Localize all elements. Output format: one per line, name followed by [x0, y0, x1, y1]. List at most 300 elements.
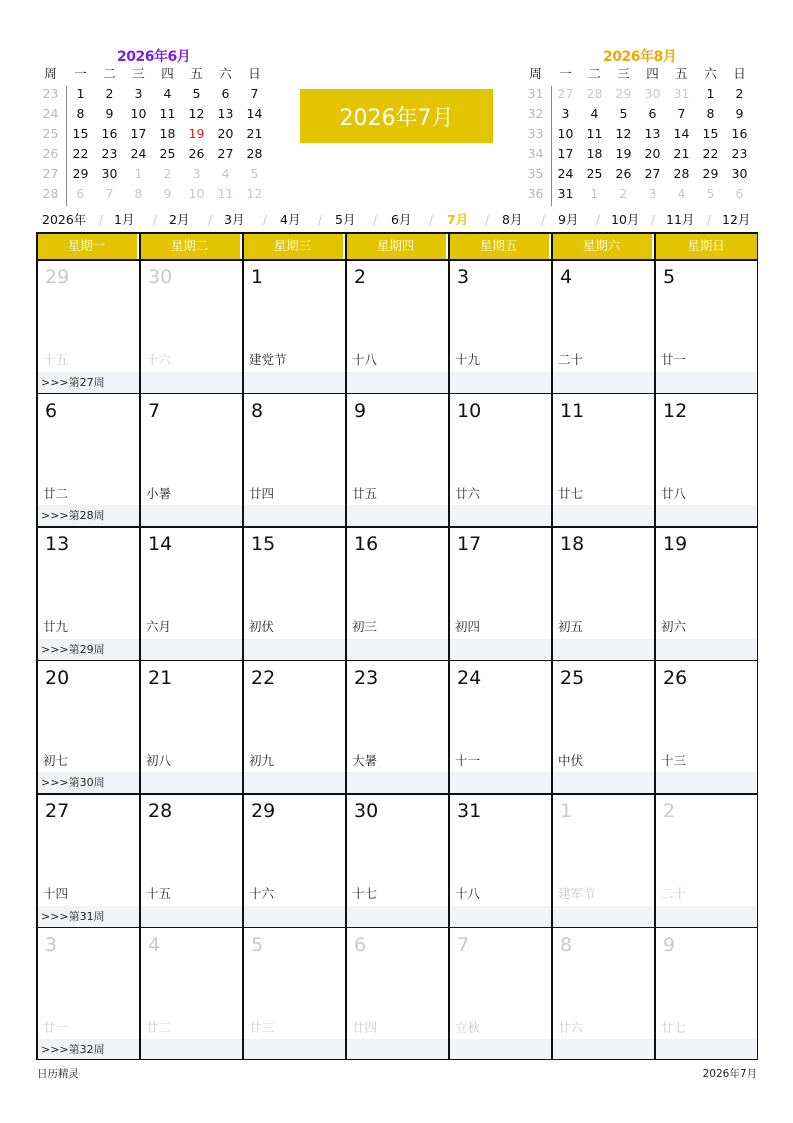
lunar-date: 廿一 — [661, 352, 687, 367]
day-cell[interactable] — [36, 927, 139, 1040]
month-nav-link-10[interactable]: 10月 — [611, 212, 640, 227]
month-nav-separator: / — [99, 213, 104, 227]
mini-day: 22 — [702, 146, 719, 161]
mini-day: 6 — [76, 186, 85, 201]
mini-week-number: 33 — [527, 126, 544, 141]
day-number: 25 — [560, 666, 585, 689]
mini-week-number: 25 — [42, 126, 59, 141]
lunar-date: 廿四 — [249, 485, 275, 501]
day-number: 14 — [148, 533, 173, 555]
mini-day: 25 — [159, 146, 176, 161]
week-strip — [36, 372, 758, 393]
day-number: 11 — [560, 399, 585, 422]
mini-week-number: 31 — [527, 86, 544, 101]
day-number: 19 — [663, 533, 688, 555]
mini-day: 3 — [561, 106, 570, 121]
day-cell[interactable] — [448, 526, 551, 639]
day-cell[interactable] — [139, 660, 242, 773]
day-number: 8 — [251, 399, 264, 422]
mini-day: 30 — [101, 166, 118, 181]
day-number: 27 — [45, 800, 70, 822]
day-cell[interactable] — [36, 393, 139, 506]
day-cell[interactable] — [36, 259, 139, 372]
mini-day: 18 — [586, 146, 603, 161]
lunar-date: 十一 — [455, 752, 481, 768]
lunar-date: 廿六 — [558, 1019, 584, 1035]
mini-day: 13 — [217, 106, 234, 121]
week-number-label: >>>第31周 — [41, 909, 105, 923]
day-number: 8 — [560, 933, 573, 956]
mini-day: 26 — [188, 146, 205, 161]
footer-month: 2026年7月 — [702, 1068, 757, 1080]
week-strip — [36, 639, 758, 660]
grid-horizontal-line — [36, 526, 758, 528]
day-cell[interactable] — [242, 526, 345, 639]
day-number: 30 — [354, 800, 379, 822]
month-nav-link-2[interactable]: 2月 — [169, 212, 190, 227]
grid-vertical-line — [654, 232, 656, 1060]
mini-weekday-header: 五 — [190, 66, 203, 81]
mini-day: 2 — [163, 166, 172, 181]
mini-calendar-prev-title: 2026年6月 — [117, 49, 191, 65]
month-nav — [40, 210, 757, 230]
mini-day: 4 — [677, 186, 686, 201]
lunar-date: 廿六 — [455, 485, 481, 501]
day-cell[interactable] — [448, 927, 551, 1040]
day-number: 1 — [251, 266, 264, 288]
mini-day: 21 — [246, 126, 263, 141]
month-nav-link-1[interactable]: 1月 — [114, 212, 135, 227]
mini-weekday-header: 二 — [103, 66, 116, 81]
mini-week-number: 28 — [42, 186, 59, 201]
lunar-date: 十三 — [661, 752, 687, 768]
day-number: 17 — [457, 533, 482, 555]
lunar-date: 廿四 — [352, 1019, 378, 1035]
mini-day: 1 — [706, 86, 715, 101]
day-number: 2 — [354, 266, 367, 288]
lunar-date: 十六 — [146, 352, 172, 367]
lunar-date: 二十 — [661, 886, 687, 901]
month-nav-separator: / — [541, 213, 546, 227]
week-strip — [36, 772, 758, 793]
mini-weekday-header: 四 — [161, 66, 174, 81]
day-cell[interactable] — [654, 793, 758, 906]
mini-day: 28 — [586, 86, 603, 101]
month-nav-year: 2026年 — [42, 212, 87, 227]
month-nav-link-5[interactable]: 5月 — [335, 212, 356, 227]
mini-calendar-next-title: 2026年8月 — [603, 49, 677, 65]
weekday-header-row — [36, 232, 758, 259]
lunar-date: 初九 — [249, 752, 275, 768]
lunar-date: 十九 — [455, 352, 481, 367]
day-cell[interactable] — [242, 259, 345, 372]
day-number: 29 — [251, 800, 276, 822]
day-number: 7 — [148, 399, 161, 422]
lunar-date: 建军节 — [558, 886, 596, 901]
day-cell[interactable] — [36, 660, 139, 773]
week-number-label: >>>第29周 — [41, 642, 105, 656]
mini-day: 16 — [101, 126, 118, 141]
day-cell[interactable] — [345, 393, 448, 506]
day-number: 12 — [663, 399, 688, 422]
mini-week-number: 36 — [527, 186, 544, 201]
mini-weekday-header: 周 — [44, 66, 57, 81]
lunar-date: 十八 — [455, 886, 481, 901]
mini-day: 29 — [72, 166, 89, 181]
day-number: 24 — [457, 666, 482, 689]
mini-day: 4 — [590, 106, 599, 121]
mini-day: 5 — [619, 106, 628, 121]
month-nav-separator: / — [153, 213, 158, 227]
day-cell[interactable] — [551, 927, 654, 1040]
mini-day: 8 — [134, 186, 143, 201]
week-strip — [36, 1039, 758, 1060]
day-number: 26 — [663, 666, 688, 689]
mini-day: 9 — [163, 186, 172, 201]
month-nav-link-11[interactable]: 11月 — [666, 212, 695, 227]
day-cell[interactable] — [551, 660, 654, 773]
month-nav-separator: / — [373, 213, 378, 227]
day-number: 22 — [251, 666, 276, 689]
mini-week-number: 26 — [42, 146, 59, 161]
mini-day: 5 — [192, 86, 201, 101]
grid-vertical-line — [139, 232, 141, 1060]
day-cell[interactable] — [345, 660, 448, 773]
mini-day: 26 — [615, 166, 632, 181]
mini-day: 16 — [731, 126, 748, 141]
month-nav-separator: / — [208, 213, 213, 227]
mini-day: 27 — [217, 146, 234, 161]
mini-week-number: 34 — [527, 146, 544, 161]
month-nav-link-12[interactable]: 12月 — [722, 212, 751, 227]
mini-weekday-header: 一 — [74, 66, 87, 81]
day-number: 9 — [663, 933, 676, 956]
day-number: 31 — [457, 800, 482, 822]
mini-calendar-next-divider — [551, 86, 552, 206]
day-cell[interactable] — [448, 259, 551, 372]
grid-vertical-line — [757, 232, 759, 1060]
day-cell[interactable] — [139, 393, 242, 506]
grid-vertical-line — [242, 232, 244, 1060]
mini-calendar-prev-divider — [66, 86, 67, 206]
lunar-date: 廿七 — [661, 1019, 687, 1035]
month-nav-separator: / — [429, 213, 434, 227]
mini-day: 19 — [188, 126, 205, 141]
day-cell[interactable] — [139, 793, 242, 906]
mini-day: 15 — [702, 126, 719, 141]
mini-day: 23 — [101, 146, 118, 161]
mini-day: 29 — [615, 86, 632, 101]
lunar-date: 立秋 — [455, 1019, 481, 1035]
month-nav-link-6[interactable]: 6月 — [391, 212, 412, 227]
mini-day: 10 — [130, 106, 147, 121]
grid-vertical-line — [36, 232, 38, 1060]
mini-day: 22 — [72, 146, 89, 161]
week-number-label: >>>第28周 — [41, 509, 105, 522]
day-number: 30 — [148, 266, 173, 288]
day-cell[interactable] — [36, 793, 139, 906]
month-nav-link-4[interactable]: 4月 — [280, 212, 301, 227]
day-cell[interactable] — [139, 927, 242, 1040]
lunar-date: 初五 — [558, 619, 584, 634]
lunar-date: 初六 — [661, 619, 687, 634]
mini-day: 7 — [105, 186, 114, 201]
day-cell[interactable] — [551, 793, 654, 906]
day-number: 16 — [354, 533, 379, 555]
day-cell[interactable] — [139, 259, 242, 372]
mini-day: 5 — [250, 166, 259, 181]
mini-week-number: 23 — [42, 86, 59, 101]
day-cell[interactable] — [345, 927, 448, 1040]
mini-day: 7 — [677, 106, 686, 121]
mini-day: 2 — [105, 86, 114, 101]
day-cell[interactable] — [654, 927, 758, 1040]
day-cell[interactable] — [242, 927, 345, 1040]
grid-horizontal-line — [36, 927, 758, 929]
grid-horizontal-line — [36, 232, 758, 234]
lunar-date: 廿三 — [249, 1019, 275, 1035]
month-nav-link-7[interactable]: 7月 — [447, 212, 469, 227]
lunar-date: 廿五 — [352, 485, 378, 501]
month-grid — [36, 232, 758, 1060]
month-nav-separator: / — [651, 213, 656, 227]
day-number: 18 — [560, 533, 585, 555]
day-cell[interactable] — [242, 393, 345, 506]
mini-week-number: 27 — [42, 166, 59, 181]
lunar-date: 廿二 — [146, 1019, 172, 1035]
page-title: 2026年7月 — [300, 89, 493, 143]
day-number: 1 — [560, 800, 573, 822]
mini-day: 8 — [706, 106, 715, 121]
mini-weekday-header: 日 — [733, 66, 746, 81]
lunar-date: 初伏 — [249, 619, 275, 634]
day-cell[interactable] — [654, 660, 758, 773]
mini-day: 6 — [221, 86, 230, 101]
day-cell[interactable] — [242, 793, 345, 906]
mini-day: 28 — [246, 146, 263, 161]
weekday-header: 星期日 — [654, 232, 758, 259]
mini-week-number: 24 — [42, 106, 59, 121]
mini-day: 2 — [735, 86, 744, 101]
mini-day: 9 — [735, 106, 744, 121]
mini-day: 30 — [644, 86, 661, 101]
mini-day: 17 — [130, 126, 147, 141]
mini-day: 24 — [130, 146, 147, 161]
mini-day: 6 — [735, 186, 744, 201]
mini-day: 21 — [673, 146, 690, 161]
mini-day: 20 — [217, 126, 234, 141]
lunar-date: 建党节 — [249, 352, 287, 367]
mini-day: 18 — [159, 126, 176, 141]
mini-weekday-header: 三 — [617, 66, 630, 81]
month-nav-separator: / — [263, 213, 268, 227]
day-cell[interactable] — [551, 526, 654, 639]
weekday-header: 星期四 — [345, 232, 448, 259]
day-cell[interactable] — [551, 393, 654, 506]
mini-day: 23 — [731, 146, 748, 161]
mini-day: 3 — [134, 86, 143, 101]
grid-horizontal-line — [36, 1059, 758, 1061]
lunar-date: 小暑 — [146, 485, 172, 501]
grid-vertical-line — [448, 232, 450, 1060]
day-cell[interactable] — [448, 393, 551, 506]
mini-weekday-header: 一 — [559, 66, 572, 81]
month-nav-link-8[interactable]: 8月 — [502, 212, 523, 227]
week-number-label: >>>第30周 — [41, 776, 105, 789]
day-cell[interactable] — [139, 526, 242, 639]
mini-weekday-header: 四 — [646, 66, 659, 81]
mini-day: 3 — [648, 186, 657, 201]
day-number: 13 — [45, 533, 70, 555]
day-cell[interactable] — [551, 259, 654, 372]
lunar-date: 廿二 — [43, 485, 69, 501]
day-cell[interactable] — [448, 793, 551, 906]
footer-brand: 日历精灵 — [37, 1068, 79, 1080]
mini-day: 31 — [673, 86, 690, 101]
lunar-date: 廿九 — [43, 619, 69, 634]
mini-day: 10 — [188, 186, 205, 201]
mini-day: 14 — [246, 106, 263, 121]
mini-weekday-header: 日 — [248, 66, 261, 81]
month-nav-separator: / — [485, 213, 490, 227]
mini-weekday-header: 五 — [675, 66, 688, 81]
mini-day: 4 — [221, 166, 230, 181]
mini-day: 8 — [76, 106, 85, 121]
month-nav-separator: / — [707, 213, 712, 227]
day-number: 5 — [251, 933, 264, 956]
day-cell[interactable] — [654, 259, 758, 372]
day-cell[interactable] — [654, 393, 758, 506]
mini-day: 19 — [615, 146, 632, 161]
mini-day: 25 — [586, 166, 603, 181]
mini-day: 13 — [644, 126, 661, 141]
week-number-label: >>>第27周 — [41, 375, 105, 389]
mini-day: 7 — [250, 86, 259, 101]
day-number: 10 — [457, 399, 482, 422]
mini-day: 12 — [615, 126, 632, 141]
lunar-date: 初四 — [455, 619, 481, 634]
day-number: 7 — [457, 933, 470, 956]
mini-week-number: 35 — [527, 166, 544, 181]
day-number: 29 — [45, 266, 70, 288]
lunar-date: 廿七 — [558, 485, 584, 501]
month-nav-separator: / — [596, 213, 601, 227]
mini-day: 5 — [706, 186, 715, 201]
grid-horizontal-line — [36, 660, 758, 662]
mini-day: 29 — [702, 166, 719, 181]
mini-day: 11 — [586, 126, 603, 141]
mini-weekday-header: 二 — [588, 66, 601, 81]
lunar-date: 中伏 — [558, 752, 584, 768]
grid-vertical-line — [345, 232, 347, 1060]
grid-horizontal-line — [36, 393, 758, 395]
day-number: 3 — [45, 933, 58, 956]
mini-day: 3 — [192, 166, 201, 181]
lunar-date: 十六 — [249, 886, 275, 901]
lunar-date: 初七 — [43, 752, 69, 768]
day-cell[interactable] — [654, 526, 758, 639]
mini-day: 27 — [644, 166, 661, 181]
day-number: 6 — [45, 399, 58, 422]
week-number-label: >>>第32周 — [41, 1043, 105, 1056]
weekday-header: 星期六 — [551, 232, 654, 259]
mini-weekday-header: 六 — [704, 66, 717, 81]
grid-horizontal-line — [36, 793, 758, 795]
lunar-date: 大暑 — [352, 752, 378, 768]
day-number: 28 — [148, 800, 173, 822]
mini-day: 17 — [557, 146, 574, 161]
day-number: 4 — [560, 266, 573, 288]
mini-day: 4 — [163, 86, 172, 101]
mini-weekday-header: 周 — [529, 66, 542, 81]
mini-day: 11 — [159, 106, 176, 121]
day-number: 5 — [663, 266, 676, 288]
lunar-date: 十五 — [146, 886, 172, 901]
day-number: 4 — [148, 933, 161, 956]
day-cell[interactable] — [242, 660, 345, 773]
mini-day: 1 — [76, 86, 85, 101]
mini-day: 10 — [557, 126, 574, 141]
day-cell[interactable] — [345, 526, 448, 639]
lunar-date: 二十 — [558, 352, 584, 367]
day-cell[interactable] — [345, 259, 448, 372]
month-nav-link-9[interactable]: 9月 — [558, 212, 579, 227]
mini-day: 14 — [673, 126, 690, 141]
week-strip — [36, 505, 758, 526]
day-number: 20 — [45, 666, 70, 689]
grid-vertical-line — [551, 232, 553, 1060]
mini-day: 9 — [105, 106, 114, 121]
mini-weekday-header: 六 — [219, 66, 232, 81]
lunar-date: 十七 — [352, 886, 378, 901]
mini-day: 1 — [134, 166, 143, 181]
week-strip — [36, 906, 758, 927]
month-nav-separator: / — [318, 213, 323, 227]
day-number: 23 — [354, 666, 379, 689]
mini-day: 12 — [246, 186, 263, 201]
day-number: 3 — [457, 266, 470, 288]
lunar-date: 初八 — [146, 752, 172, 768]
lunar-date: 十五 — [43, 352, 69, 367]
lunar-date: 廿八 — [661, 485, 687, 501]
day-number: 6 — [354, 933, 367, 956]
lunar-date: 六月 — [146, 619, 172, 634]
day-number: 9 — [354, 399, 367, 422]
lunar-date: 初三 — [352, 619, 378, 634]
day-cell[interactable] — [345, 793, 448, 906]
mini-day: 31 — [557, 186, 574, 201]
mini-day: 12 — [188, 106, 205, 121]
mini-day: 15 — [72, 126, 89, 141]
weekday-header: 星期一 — [36, 232, 139, 259]
day-cell[interactable] — [36, 526, 139, 639]
weekday-header: 星期五 — [448, 232, 551, 259]
day-number: 2 — [663, 800, 676, 822]
lunar-date: 十八 — [352, 352, 378, 367]
lunar-date: 廿一 — [43, 1019, 69, 1035]
weekday-header: 星期二 — [139, 232, 242, 259]
day-cell[interactable] — [448, 660, 551, 773]
mini-week-number: 32 — [527, 106, 544, 121]
weekday-header: 星期三 — [242, 232, 345, 259]
month-nav-link-3[interactable]: 3月 — [224, 212, 245, 227]
mini-day: 2 — [619, 186, 628, 201]
grid-header-line — [36, 259, 758, 261]
mini-day: 6 — [648, 106, 657, 121]
mini-day: 20 — [644, 146, 661, 161]
lunar-date: 十四 — [43, 886, 69, 901]
day-number: 21 — [148, 666, 173, 689]
